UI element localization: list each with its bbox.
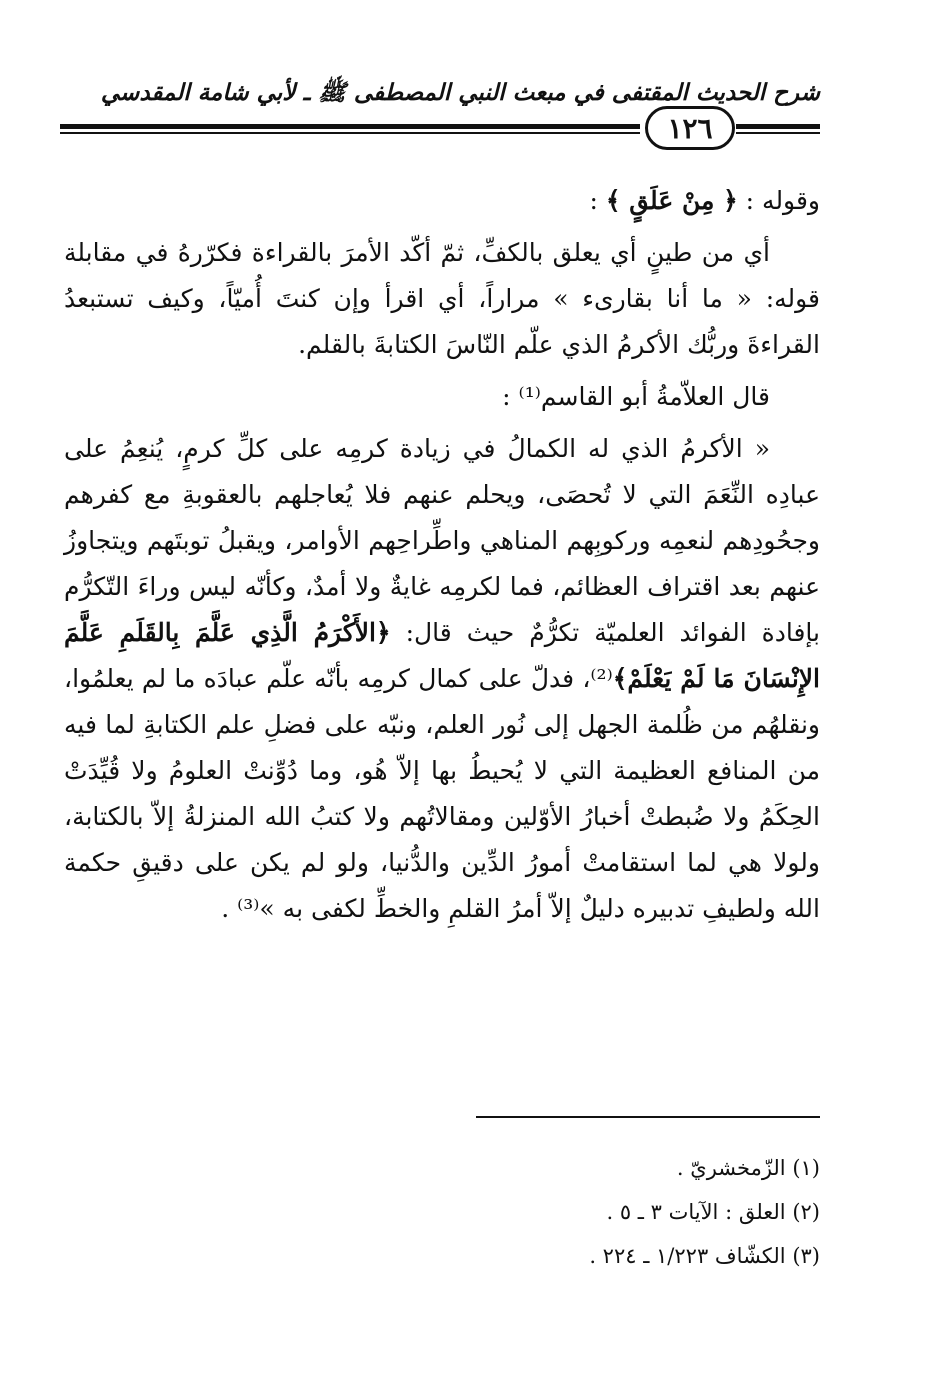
footnote-rule — [476, 1116, 820, 1118]
paragraph-3-part-b: ⁽²⁾، فدلّ على كمال كرمِه بأنّه علّم عبادَه ما لم يعلمُوا، ونقلهُم من ظُلمة الجهل إلى نُور العلم، ونبّه على فضلِ علم الكتابةِ لما فيه من المنافع العظيمة التي لا يُحيطُ بها إلاّ هُو، وما دُوِّنتْ العلومُ ولا قُيِّدَتْ الحِكَمُ ولا ضُبطتْ أخبارُ الأوّلين ومقالاتُهم ولا كتبُ الله المنزلةُ إلاّ بالكتابة، ولولا هي لما استقامتْ أمورُ الدِّين والدُّنيا، ولو لم يكن على دقيقِ حكمة الله ولطيفِ تدبيره دليلٌ إلاّ أمرُ القلمِ والخطِّ لكفى به »⁽³⁾ . — [64, 664, 820, 923]
heading-suffix: : — [589, 186, 606, 215]
verse-heading — [64, 178, 820, 224]
footnote-2: (٢) العلق : الآيات ٣ ـ ٥ . — [606, 1200, 820, 1224]
footnote-1: (١) الزّمخشريّ . — [676, 1156, 820, 1180]
body-text — [64, 178, 820, 932]
paragraph-3-part-a: « الأكرمُ الذي له الكمالُ في زيادة كرمِه على كلِّ كرمٍ، يُنعِمُ على عبادِه النِّعَمَ التي لا تُحصَى، ويحلم عنهم فلا يُعاجلهم بالعقوبةِ مع كفرهم وجحُودِهم لنعمِه وركوبِهم المناهي واطِّراحِهم الأوامر، ويقبلُ توبتَهم ويتجاوزُ عنهم بعد اقتراف العظائم، فما لكرمِه غايةٌ ولا أمدٌ، وكأنّه ليس وراءَ التّكرُّم بإفادة الفوائد العلميّة تكرُّمٌ حيث قال: — [64, 434, 820, 647]
quran-quote: ﴿الأَكْرَمُ الَّذِي عَلَّمَ بِالقَلَمِ عَلَّمَ الإِنْسَانَ مَا لَمْ يَعْلَمْ﴾ — [64, 618, 820, 693]
header-rule-right — [736, 124, 820, 129]
header-rule-right-thin — [736, 132, 820, 134]
quran-verse: ﴿ مِنْ عَلَقٍ ﴾ — [605, 186, 738, 215]
paragraph-1: أي من طينٍ أي يعلق بالكفِّ، ثمّ أكّد الأمرَ بالقراءة فكرّرهُ في مقابلة قوله: « ما أنا بقارىء » مراراً، أي اقرأ وإن كنتَ أُميّاً، وكيف تستبعدُ القراءةَ وربُّك الأكرمُ الذي علّم النّاسَ الكتابةَ بالقلم. — [64, 238, 820, 359]
running-title: شرح الحديث المقتفى في مبعث النبي المصطفى ﷺ ـ لأبي شامة المقدسي — [100, 79, 820, 106]
page-number: ١٢٦ — [645, 106, 735, 150]
paragraph-3 — [64, 426, 820, 932]
heading-prefix: وقوله : — [737, 186, 820, 215]
paragraph-2: قال العلاّمةُ أبو القاسم⁽¹⁾ : — [502, 382, 770, 411]
footnote-3: (٣) الكشّاف ١/٢٢٣ ـ ٢٢٤ . — [589, 1244, 820, 1268]
header-rule-left — [60, 124, 640, 129]
footnotes — [64, 1146, 820, 1278]
header-rule-left-thin — [60, 132, 640, 134]
